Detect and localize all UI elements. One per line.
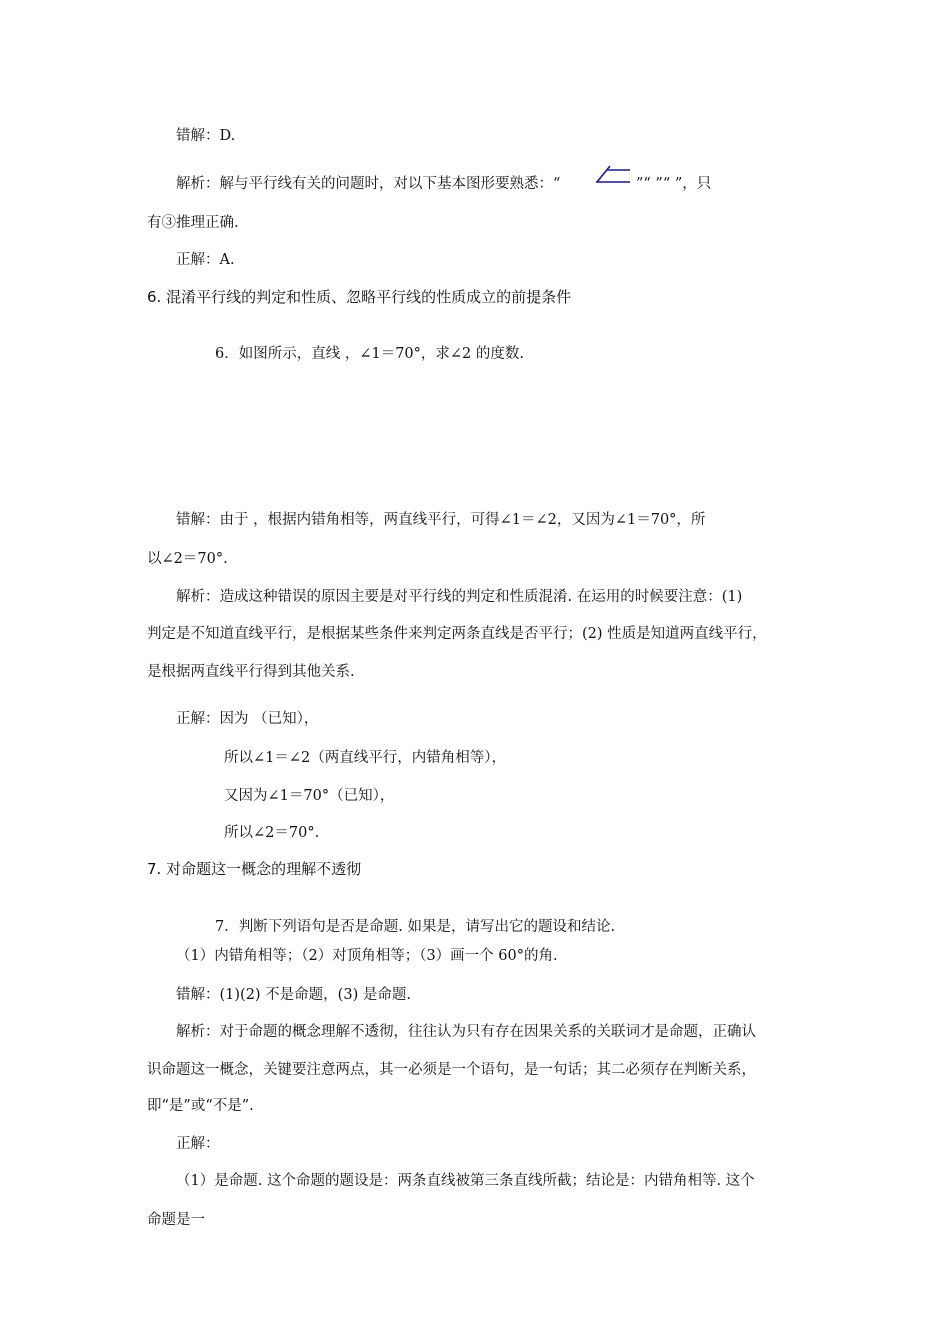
question-7-items: （1）内错角相等；（2）对顶角相等；（3）画一个 60°的角. — [176, 948, 558, 964]
analysis-7-line3: 即“是”或“不是”. — [147, 1098, 254, 1114]
correct-answer-6-line3: 又因为∠1＝70°（已知）， — [224, 788, 395, 804]
correct-answer-7-line2: 命题是一 — [147, 1212, 205, 1228]
correct-answer-6-line1: 正解：因为 （已知）， — [176, 711, 319, 727]
analysis-7-line1: 解析：对于命题的概念理解不透彻，往往认为只有存在因果关系的关联词才是命题，正确认 — [176, 1024, 756, 1040]
wrong-answer-6-line1: 错解：由于 ，根据内错角相等，两直线平行，可得∠1＝∠2，又因为∠1＝70°，所 — [176, 512, 706, 528]
analysis-6-line2: 判定是不知道直线平行，是根据某些条件来判定两条直线是否平行；(2) 性质是知道两直线平行， — [147, 626, 767, 642]
analysis-7-line2: 识命题这一概念，关键要注意两点，其一必须是一个语句，是一句话；其二必须存在判断关系， — [147, 1062, 756, 1078]
correct-answer-6-line4: 所以∠2＝70°. — [224, 825, 320, 841]
correct-answer-7-line1: （1）是命题. 这个命题的题设是：两条直线被第三条直线所截；结论是：内错角相等. 这个 — [176, 1173, 755, 1189]
question-6: 6．如图所示，直线 ，∠1＝70°，求∠2 的度数. — [215, 346, 525, 362]
correct-answer-line: 正解：A. — [176, 252, 235, 268]
analysis-line-start: 解析：解与平行线有关的问题时，对以下基本图形要熟悉：“ — [176, 176, 561, 192]
analysis-line-end: ”“ ”“ ”，只 — [636, 176, 712, 192]
analysis-6-line3: 是根据两直线平行得到其他关系. — [147, 664, 355, 680]
wrong-answer-line: 错解：D. — [176, 128, 236, 144]
wrong-answer-7: 错解：(1)(2) 不是命题，(3) 是命题. — [176, 987, 411, 1003]
wrong-answer-6-line2: 以∠2＝70°. — [147, 551, 228, 567]
section-heading-7: 7. 对命题这一概念的理解不透彻 — [147, 860, 362, 878]
section-heading-6: 6. 混淆平行线的判定和性质、忽略平行线的性质成立的前提条件 — [147, 288, 572, 306]
correct-answer-6-line2: 所以∠1＝∠2（两直线平行，内错角相等）， — [224, 750, 506, 766]
question-7: 7．判断下列语句是否是命题. 如果是，请写出它的题设和结论. — [215, 919, 616, 935]
correct-answer-7-label: 正解： — [176, 1136, 220, 1152]
analysis-line-continued: 有③推理正确. — [147, 215, 239, 231]
angle-figure-icon — [594, 163, 634, 185]
analysis-6-line1: 解析：造成这种错误的原因主要是对平行线的判定和性质混淆. 在运用的时候要注意：(1) — [176, 589, 743, 605]
